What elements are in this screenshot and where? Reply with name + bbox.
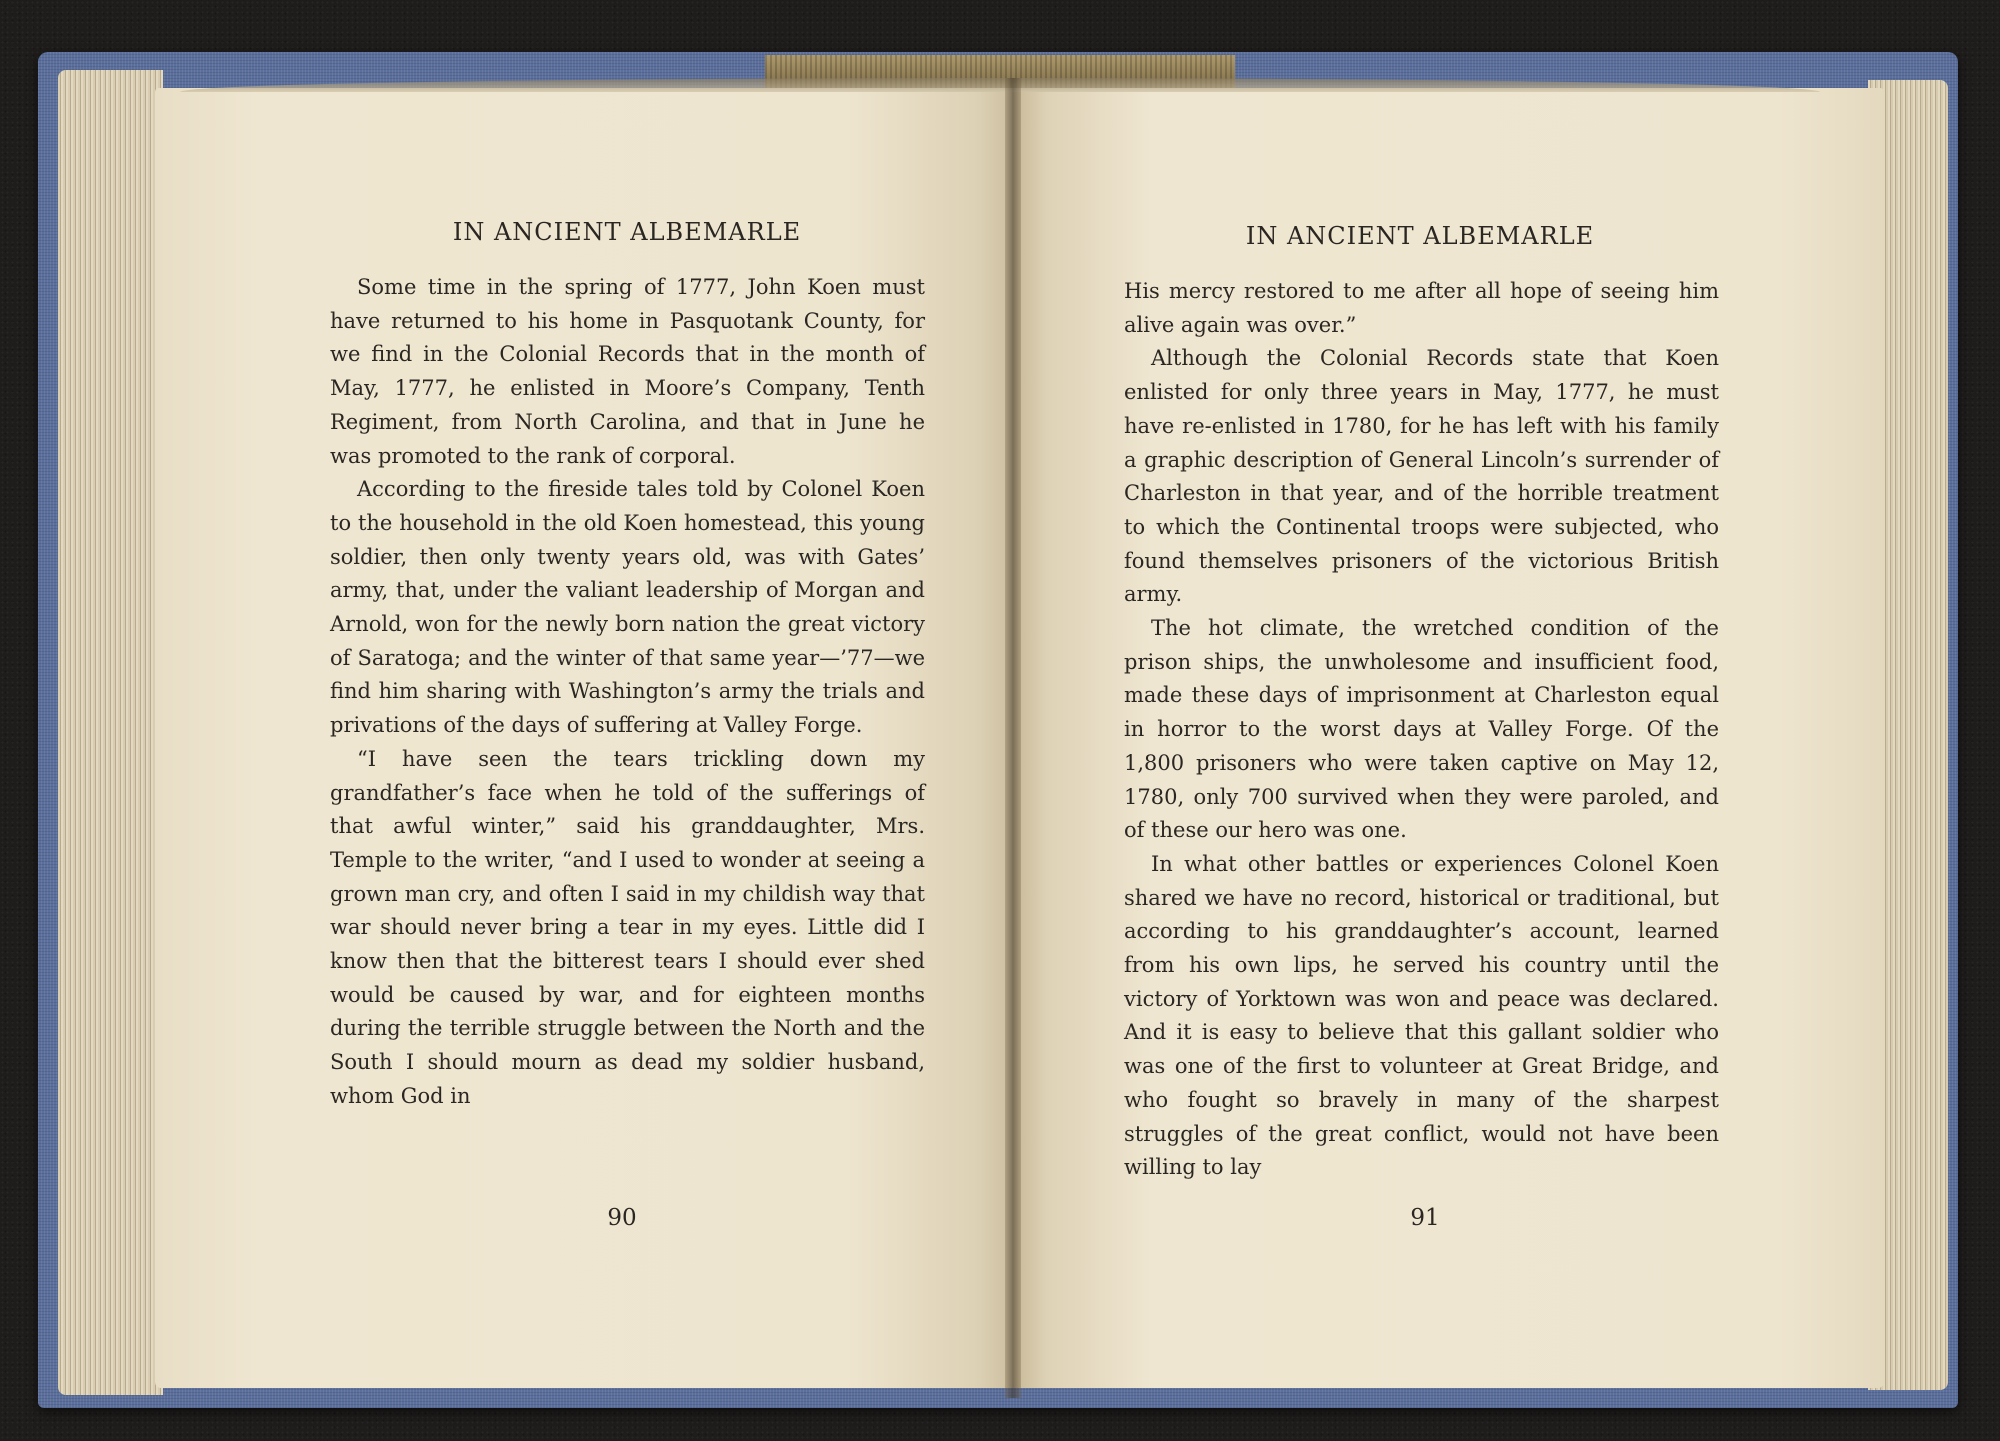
left-running-head: IN ANCIENT ALBEMARLE	[452, 218, 802, 246]
page-edges-left	[58, 70, 163, 1395]
left-paragraph-3: “I have seen the tears trickling down my grandfather’s face when he told of the sufferings of that awful winter,” said his granddaughter, Mrs. Temple to the writer, “and I used to wonder at seeing a grown man cry, and often I said in my childish way that war should never bring a tear in my eyes. Little did I know then that the bitterest tears I should ever shed would be caused by war, and for eighteen months during the terrible struggle between the North and the South I should mourn as dead my soldier husband, whom God in	[330, 746, 925, 1108]
right-paragraph-3: In what other battles or experiences Colonel Koen shared we have no record, historical or traditional, but according to his granddaughter’s account, learned from his own lips, he served his country until the victory of Yorktown was won and peace was declared. And it is easy to believe that this gallant soldier who was one of the first to volunteer at Great Bridge, and who fought so bravely in many of the sharpest struggles of the great conflict, would not have been willing to lay	[1124, 851, 1719, 1180]
book-gutter	[1005, 78, 1021, 1398]
right-page-number: 91	[1410, 1205, 1440, 1231]
left-page-number: 90	[607, 1205, 637, 1231]
right-text-block	[1124, 275, 1719, 1185]
right-paragraph-1: Although the Colonial Records state that Koen enlisted for only three years in May, 1777, he must have re-enlisted in 1780, for he has left with his family a graphic description of General Lincoln’s surrender of Charleston in that year, and of the horrible treatment to which the Continental troops were subjected, who found themselves prisoners of the victorious British army.	[1124, 346, 1719, 607]
left-paragraph-2: According to the fireside tales told by Colonel Koen to the household in the old Koen homestead, this young soldier, then only twenty years old, was with Gates’ army, that, under the valiant leadership of Morgan and Arnold, won for the newly born nation the great victory of Saratoga; and the winter of that same year—’77—we find him sharing with Washington’s army the trials and privations of the days of suffering at Valley Forge.	[330, 477, 925, 738]
left-text-block	[330, 271, 925, 1114]
right-running-head: IN ANCIENT ALBEMARLE	[1245, 222, 1595, 250]
right-continued-text: His mercy restored to me after all hope of seeing him alive again was over.”	[1124, 279, 1719, 337]
left-paragraph-1: Some time in the spring of 1777, John Koen must have returned to his home in Pasquotank County, for we find in the Colonial Records that in the month of May, 1777, he enlisted in Moore’s Company, Tenth Regiment, from North Carolina, and that in June he was promoted to the rank of corporal.	[330, 275, 925, 468]
right-paragraph-2: The hot climate, the wretched condition of the prison ships, the unwholesome and insufficient food, made these days of imprisonment at Charleston equal in horror to the worst days at Valley Forge. Of the 1,800 prisoners who were taken captive on May 12, 1780, only 700 survived when they were paroled, and of these our hero was one.	[1124, 616, 1719, 843]
